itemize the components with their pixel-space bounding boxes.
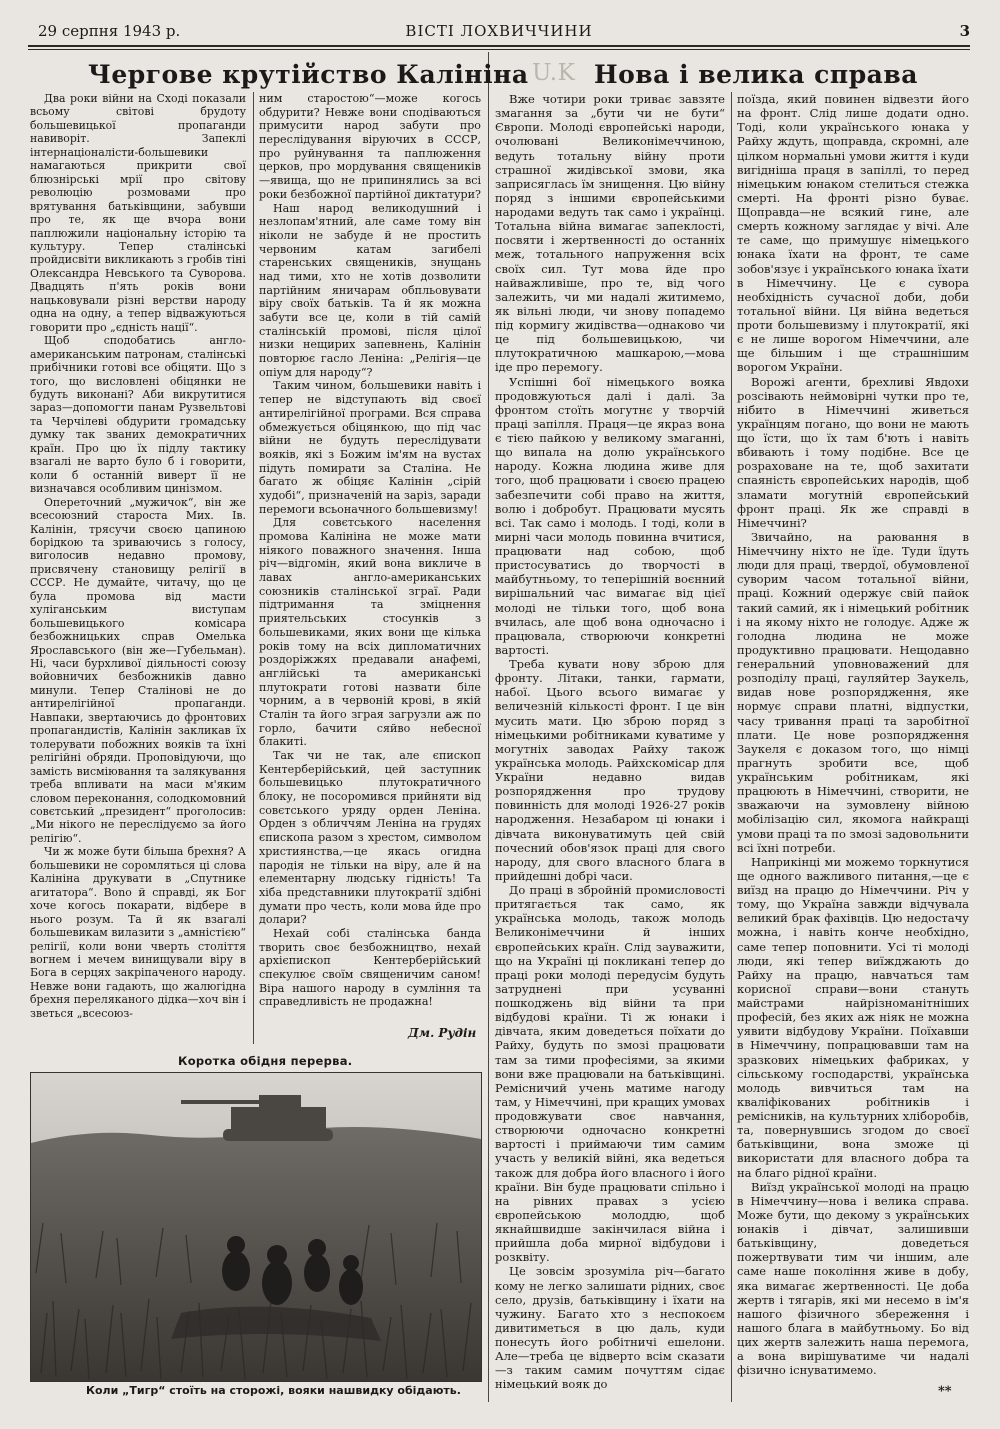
column-divider bbox=[488, 52, 489, 1402]
paragraph: Успішні бої німецького вояка продовжуються далі і далі. За фронтом стоїть могутнє у творчій праці запілля. Праця—це якраз вона є тією пайкою у великому змаганні, що випала на долю українського народу. Кожна людина живе для того, щоб працювати і своєю працею забезпечити собі право на життя, волю і добробут. Працювати мусять всі. Так само і молодь. І тоді, коли в мирні часи молодь повинна вчитися, працювати над собою, щоб пристосуватись до творчості в майбутньому, то теперішній воєнний вирішальний час вимагає від цієї молоді не тільки того, щоб вона вчилась, але щоб вона одночасно і працювала, створюючи конкретні вартості. bbox=[495, 374, 725, 657]
article-column-3 bbox=[495, 92, 725, 1402]
header-page-number: 3 bbox=[959, 22, 970, 40]
paragraph: Опереточний „мужичок“, він же всесоюзний староста Мих. Ів. Калінін, трясучи своєю цапиною борідкою та зриваючись з голосу, виголосив недавно промову, присвячену становищу релігії в СССР. Не думайте, читачу, що це була промова від масти хуліганським виступам большевицького комісара безбожницьких справ Омелька Ярославського (він же—Губельман). Ні, часи бурхливої діяльності союзу войовничих безбожників давно минули. Тепер Сталінові не до антирелігійної пропаганди. Навпаки, звертаючись до фронтових пропагандистів, Калінін закликав їх толерувати побожних вояків та їхні релігійні обряди. Проповідуючи, що замість висміювання та залякування треба впливати на маси м'яким словом переконання, солодкомовний совєтський „президент“ проголосив: „Ми нікого не переслідуємо за його релігію“. bbox=[30, 495, 246, 845]
paragraph: Треба кувати нову зброю для фронту. Літаки, танки, гармати, набої. Цього всього вимагає у величезній кількості фронт. І це він мусить мати. Цю зброю поряд з німецькими робітниками куватиме у могутніх заводах Райху також українська молодь. Райхскомісар для України недавно видав розпорядження про трудову повинність для молоді 1926-27 років народження. Незабаром ці юнаки і дівчата виконуватимуть цей свій почесний обов'язок праці для свого народу, для свого власного блага в прийдешні добрі часи. bbox=[495, 657, 725, 883]
paragraph: ним старостою“—може когось обдурити? Невже вони сподіваються примусити народ забути про переслідування віруючих в СССР, про руйнування та паплюження церков, про мордування священиків—явища, що не припинялись за всі роки безбожної партійної диктатури? bbox=[259, 92, 481, 201]
paragraph: До праці в збройній промисловості притягається так само, як українська молодь, також молодь Великонімеччини й інших європейських країн. Слід зауважити, що на Україні ці покликані тепер до праці роки молоді передусім будуть затруднені при усуванні пошкоджень від війни та при відбудові країни. Ті ж юнаки і дівчата, яким доведеться поїхати до Райху, будуть по змозі працювати там за тими професіями, за якими вони вже працювали на батьківщині. Ремісничий учень матиме нагоду там, у Німеччині, при кращих умовах продовжувати своє навчання, створюючи одночасно конкретні вартості і приймаючи тим самим участь у великій війні, яка ведеться також для добра його власного і його країни. Він буде працювати спільно і на рівних правах з усією європейською молоддю, щоб якнайшвидше закінчилася війна і прийшла доба мирної відбудови і розквіту. bbox=[495, 883, 725, 1265]
paragraph: Таким чином, большевики навіть і тепер не відступають від своєї антирелігійної програми. Вся справа обмежується обіцянкою, що під час війни не будуть переслідувати вояків, які з Божим ім'ям на вустах підуть помирати за Сталіна. Не багато ж обіцяє Калінін „сірій худобі“, призначеній на заріз, заради перемоги всьоначного большевизму! bbox=[259, 379, 481, 516]
paragraph: Для совєтського населення промова Калініна не може мати ніякого поважного значення. Інша річ—відгомін, який вона викличе в лавах англо-американських союзників сталінської зграї. Ради підтримання та зміцнення приятельських стосунків з большевиками, яких вони ще кілька років тому на всіх дипломатичних роздоріжжях предавали анафемі, англійські та американські плутократи готові назвати біле чорним, а в червоній крові, в якій Сталін та його зграя загрузли аж по горло, бачити сяйво небесної блакиті. bbox=[259, 516, 481, 749]
paragraph: Виїзд української молоді на працю в Німеччину—нова і велика справа. Може бути, що декому з українських юнаків і дівчат, залишивши батьківщину, доведеться пожертвувати тим чи іншим, але саме наше покоління живе в добу, яка вимагає жертвенності. Це доба жертв і тягарів, які ми несемо в ім'я нашого фізичного збереження і нашого блага в майбутньому. Бо від цих жертв залежить наша перемога, а вона вирішуватиме чи надалі фізично існуватимемо. bbox=[737, 1179, 969, 1378]
paragraph: Нехай собі сталінська банда творить своє безбожництво, нехай архієпископ Кентерберійський спекулює своїм священичим саном! Віра нашого народу в сумління та справедливість не продажна! bbox=[259, 926, 481, 1009]
paragraph: Два роки війни на Сході показали всьому світові брудоту большевицької пропаганди навиворіт. Запеклі інтернаціоналісти-большевики намагаються прикрити свої блюзнірські мрії про світову революцію розмовами про врятування батьківщини, забувши про те, як ще вчора вони паплюжили національну історію та культуру. Тепер сталінські пройдисвіти викликають з гробів тіні Олександра Невського та Суворова. Двадцять п'ять років вони нацьковували різні верстви народу одна на одну, а тепер відважуються говорити про „єдність нації“. bbox=[30, 92, 246, 334]
article-title-new-task: Нова і велика справа bbox=[594, 60, 918, 89]
article-title-kalinin: Чергове крутійство Калініна bbox=[88, 60, 529, 89]
paragraph: Чи ж може бути більша брехня? А большевики не соромляться ці слова Калініна друкувати в „Спутнике агитатора“. Вono й справді, як Бог хоче когось покарати, відбере в нього розум. Та й як взагалі большевикам вилазити з „амністією“ релігії, коли вони чверть століття вогнем і мечем винищували віру в Бога в серцях закріпаченого народу. Невже вони гадають, що жалюгідна брехня переляканого дідка—хоч він і зветься „всесоюз- bbox=[30, 845, 246, 1020]
paragraph: Наприкінці ми можемо торкнутися ще одного важливого питання,—це є виїзд на працю до Німеччини. Річ у тому, що Україна завжди відчувала великий брак фахівців. Цю недостачу можна, і навіть конче необхідно, саме тепер поповнити. Усі ті молоді люди, які тепер виїжджають до Райху на працю, навчаться там корисної справи—вони стануть майстрами найрізноманітніших професій, без яких аж ніяк не можна уявити відбудову України. Поїхавши в Німеччину, попрацювавши там на зразкових німецьких фабриках, у сільському господарстві, українська молодь вивчиться там на кваліфікованих робітників і ремісників, на культурних хліборобів, та, повернувшись згодом до своєї батьківщини, вона зможе ці використати для власного добра та на благо рідної країни. bbox=[737, 854, 969, 1180]
author-signature: Дм. Рудін bbox=[408, 1026, 477, 1040]
stamp-mark: U.K bbox=[532, 60, 576, 86]
end-mark: ** bbox=[938, 1384, 952, 1399]
paragraph: Ворожі агенти, брехливі Явдохи розсівають неймовірні чутки про те, нібито в Німеччині живеться українцям погано, що вони не мають що їсти, що їх там б'ють і навіть вбивають і тому подібне. Все це розраховане на те, щоб захитати спаяність європейських народів, щоб зламати могутній європейський фронт праці. Як же справді в Німеччині? bbox=[737, 374, 969, 530]
tiger-tank-field-image bbox=[31, 1073, 481, 1381]
article-column-1 bbox=[30, 92, 246, 1044]
header-date: 29 серпня 1943 р. bbox=[38, 22, 181, 40]
column-divider bbox=[731, 92, 732, 1402]
war-photo bbox=[30, 1072, 482, 1382]
paragraph: Наш народ великодушний і незлопам'ятний, але саме тому він ніколи не забуде й не простить червоним катам загибелі старенських священиків, знущань над тими, хто не хотів дозволити партійним яничарам обпльовувати віру своїх батьків. Та й як можна забути все це, коли в тій самій сталінській промові, після цілої низки нещирих запевнень, Калінін повторює гасло Леніна: „Релігія—це опіум для народу“? bbox=[259, 201, 481, 379]
header-newspaper-name: ВІСТІ ЛОХВИЧЧИНИ bbox=[405, 22, 593, 40]
paragraph: Звичайно, на раювання в Німеччину ніхто не їде. Туди їдуть люди для праці, твердої, обумовленої суворим часом тотальної війни, праці. Кожний одержує свій пайок такий самий, як і німецький робітник і на якому ніхто не голодує. Адже ж голодна людина не може продуктивно працювати. Нещодавно генеральний уповноважений для розподілу праці, гауляйтер Заукель, видав нове розпорядження, яке нормує справи платні, відпустки, часу тривання праці та заробітної плати. Це нове розпорядження Заукеля є доказом того, що німці прагнуть зробити все, щоб українським робітникам, які працюють в Німеччині, створити, не зважаючи на зумовлену війною мобілізацію сил, якомога найкращі умови праці та по змозі задовольнити всі їхні потреби. bbox=[737, 529, 969, 855]
page-header bbox=[28, 22, 970, 44]
paragraph: Так чи не так, але єпископ Кентерберійський, цей заступник большевицько плутократичного блоку, не посоромився прийняти від совєтського уряду орден Леніна. Орден з обличчям Леніна на грудях єпископа разом з хрестом, символом християнства,—це якась огидна пародія не тільки на віру, але й на елементарну людську гідність! Та хіба представники плутократії здібні думати про честь, коли мова йде про долари? bbox=[259, 749, 481, 927]
article-column-2 bbox=[259, 92, 481, 1022]
photo-caption: Коли „Тигр“ стоїть на сторожі, вояки нашвидку обідають. bbox=[86, 1384, 461, 1397]
paragraph: Вже чотири роки триває завзяте змагання за „бути чи не бути“ Європи. Молоді європейські народи, очолювані Великонімеччиною, ведуть тотальну війну проти страшної жидівської змови, яка заприсяглась їм знищення. Цю війну поряд з іншими європейськими народами ведуть так само і українці. Тотальна війна вимагає запеклості, посвяти і жертвенності до останніх меж, тотального напруження всіх своїх сил. Тут мова йде про найважливіше, про те, від чого залежить, чи ми надалі житимемо, як вільні люди, чи знову попадемо під кормигу жидівства—однаково чи це під большевицькою, чи плутократичною машкарою,—мова іде про перемогу. bbox=[495, 92, 725, 375]
photo-title: Коротка обідня перерва. bbox=[178, 1054, 353, 1068]
article-column-4 bbox=[737, 92, 969, 1382]
header-rule bbox=[28, 45, 970, 47]
paragraph: Щоб сподобатись англо-американським патронам, сталінські прибічники готові все обіцяти. Що з того, що висловлені обіцянки не будуть виконані? Аби викрутитися зараз—допомогти панам Рузвельтові та Черчілеві обдурити громадську думку так званих демократичних країн. Про цю їх підлу тактику взагалі не варто було б і говорити, коли б останній виверт її не визначався особливим цинізмом. bbox=[30, 334, 246, 496]
paragraph: поїзда, який повинен відвезти його на фронт. Слід лише додати одно. Тоді, коли українського юнака у Райху ждуть, щоправда, скромні, але цілком нормальні умови життя і куди вигідніша праця в запіллі, то перед німецьким юнаком стелиться стежка смерті. На фронті різно буває. Щоправда—не всякий гине, але смерть кожному заглядає у вічі. Але те саме, що примушує німецького юнака їхати на фронт, те саме зобов'язує і українського юнака їхати в Німеччину. Це є сувора необхідність сучасної доби, доби тотальної війни. Ця війна ведеться проти большевизму і плутократії, які є не лише ворогом Німеччини, але ще більшим і ще страшнішим ворогом України. bbox=[737, 92, 969, 375]
header-rule-thin bbox=[28, 49, 970, 50]
paragraph: Це зовсім зрозуміла річ—багато кому не легко залишати рідних, своє село, друзів, батьківщину і їхати на чужину. Багато хто з неспокоєм дивитиметься в цю даль, куди понесуть його робітничі ешелони. Але—треба це відверто всім сказати—з таким самим почуттям сідає німецький вояк до bbox=[495, 1264, 725, 1392]
column-divider bbox=[253, 92, 254, 1044]
